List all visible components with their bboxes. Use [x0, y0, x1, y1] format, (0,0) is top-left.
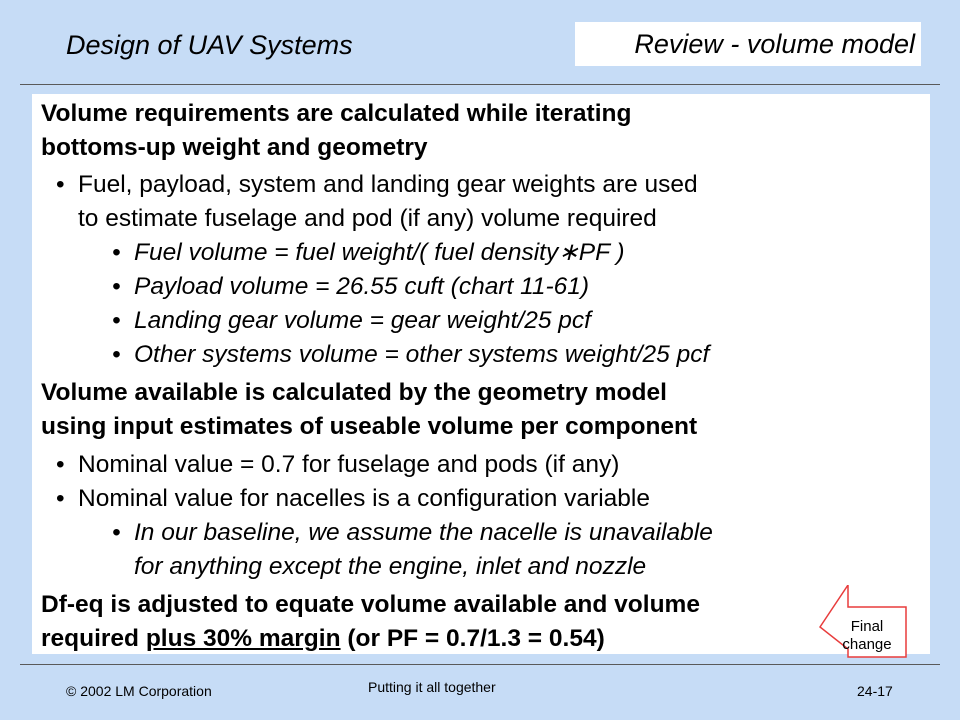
underlined-margin: plus 30% margin — [145, 625, 341, 652]
line-15: required plus 30% margin (or PF = 0.7/1.3 = 0.54) — [41, 625, 605, 652]
section-title-box: Review - volume model — [575, 22, 921, 66]
line-8: Volume available is calculated by the geometry model — [41, 379, 667, 406]
line-5: • Payload volume = 26.55 cuft (chart 11-61) — [112, 271, 589, 303]
bullet: • — [56, 451, 65, 478]
slide-header-title: Design of UAV Systems — [66, 30, 353, 60]
slide-content-panel — [32, 94, 930, 654]
line-3: to estimate fuselage and pod (if any) volume required — [78, 205, 657, 232]
bullet: • — [112, 273, 121, 300]
footer-center-text: Putting it all together — [368, 679, 496, 695]
final-change-callout-text: Final change — [842, 618, 892, 653]
line-2: • Fuel, payload, system and landing gear weights are used — [56, 169, 698, 201]
line-0: Volume requirements are calculated while iterating — [41, 100, 632, 127]
footer-copyright: © 2002 LM Corporation — [66, 683, 212, 699]
line-1: bottoms-up weight and geometry — [41, 134, 428, 161]
line-13: for anything except the engine, inlet and nozzle — [134, 553, 647, 580]
bullet: • — [56, 485, 65, 512]
footer-page-number: 24-17 — [857, 683, 893, 699]
footer-divider — [20, 664, 940, 665]
bullet: • — [56, 171, 65, 198]
line-11: • Nominal value for nacelles is a configuration variable — [56, 483, 650, 515]
line-7: • Other systems volume = other systems weight/25 pcf — [112, 339, 709, 371]
line-12: • In our baseline, we assume the nacelle is unavailable — [112, 517, 713, 549]
bullet: • — [112, 239, 121, 266]
header-divider — [20, 84, 940, 85]
line-6: • Landing gear volume = gear weight/25 pcf — [112, 305, 591, 337]
bullet: • — [112, 519, 121, 546]
bullet: • — [112, 307, 121, 334]
line-10: • Nominal value = 0.7 for fuselage and pods (if any) — [56, 449, 619, 481]
line-4: • Fuel volume = fuel weight/( fuel density∗PF ) — [112, 237, 625, 269]
line-9: using input estimates of useable volume per component — [41, 413, 698, 440]
bullet: • — [112, 341, 121, 368]
line-14: Df-eq is adjusted to equate volume available and volume — [41, 591, 700, 618]
